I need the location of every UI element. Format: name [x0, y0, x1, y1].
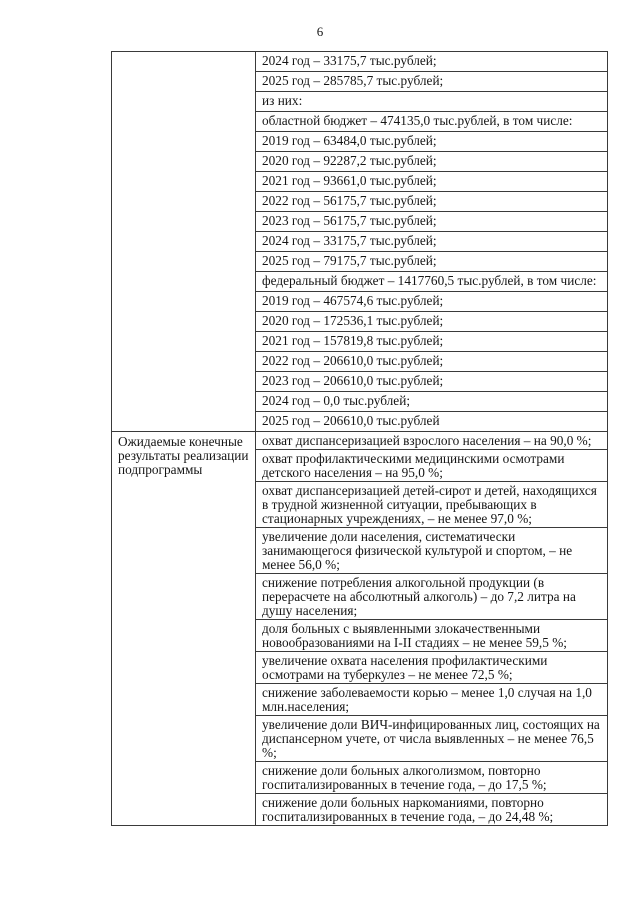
result-item: снижение доли больных алкоголизмом, повторно госпитализированных в течение года, – до 17,5 %;: [256, 762, 607, 794]
result-item: охват профилактическими медицинскими осмотрами детского населения – на 95,0 %;: [256, 450, 607, 482]
program-passport-table: [111, 51, 608, 826]
results-label: Ожидаемые конечные результаты реализации подпрограммы: [118, 434, 249, 477]
page-number: 6: [316, 24, 324, 39]
funding-line: 2025 год – 79175,7 тыс.рублей;: [256, 252, 607, 272]
funding-line: 2021 год – 157819,8 тыс.рублей;: [256, 332, 607, 352]
result-item: охват диспансеризацией детей-сирот и детей, находящихся в трудной жизненной ситуации, пребывающих в стационарных учреждениях, – не менее 97,0 %;: [256, 482, 607, 528]
funding-line: из них:: [256, 92, 607, 112]
funding-line: 2025 год – 206610,0 тыс.рублей: [262, 413, 440, 428]
funding-label-cell: [112, 52, 256, 432]
funding-row: [112, 52, 608, 432]
result-item: увеличение доли населения, систематически занимающегося физической культурой и спортом, – не менее 56,0 %;: [256, 528, 607, 574]
funding-line: 2020 год – 172536,1 тыс.рублей;: [256, 312, 607, 332]
funding-line: 2025 год – 285785,7 тыс.рублей;: [256, 72, 607, 92]
funding-line: 2023 год – 56175,7 тыс.рублей;: [256, 212, 607, 232]
result-item: увеличение охвата населения профилактическими осмотрами на туберкулез – не менее 72,5 %;: [256, 652, 607, 684]
result-item: увеличение доли ВИЧ-инфицированных лиц, состоящих на диспансерном учете, от числа выявленных – не менее 76,5 %;: [256, 716, 607, 762]
result-item: снижение доли больных наркоманиями, повторно госпитализированных в течение года, – до 24,48 %;: [262, 795, 554, 824]
funding-line: 2024 год – 33175,7 тыс.рублей;: [256, 232, 607, 252]
result-item: снижение потребления алкогольной продукции (в перерасчете на абсолютный алкоголь) – до 7,2 литра на душу населения;: [256, 574, 607, 620]
funding-line: 2024 год – 0,0 тыс.рублей;: [256, 392, 607, 412]
results-label-cell: [112, 432, 256, 826]
funding-line: федеральный бюджет – 1417760,5 тыс.рублей, в том числе:: [256, 272, 607, 292]
funding-line: 2023 год – 206610,0 тыс.рублей;: [256, 372, 607, 392]
funding-list: [256, 52, 607, 431]
funding-line: 2019 год – 63484,0 тыс.рублей;: [256, 132, 607, 152]
result-item: охват диспансеризацией взрослого населения – на 90,0 %;: [256, 432, 607, 450]
funding-line: 2022 год – 56175,7 тыс.рублей;: [256, 192, 607, 212]
result-item: снижение заболеваемости корью – менее 1,0 случая на 1,0 млн.населения;: [256, 684, 607, 716]
funding-line: 2019 год – 467574,6 тыс.рублей;: [256, 292, 607, 312]
result-item: доля больных с выявленными злокачественными новообразованиями на I-II стадиях – не менее 59,5 %;: [256, 620, 607, 652]
funding-line: 2020 год – 92287,2 тыс.рублей;: [256, 152, 607, 172]
funding-line: областной бюджет – 474135,0 тыс.рублей, в том числе:: [256, 112, 607, 132]
results-values-cell: [256, 432, 608, 826]
funding-line: 2022 год – 206610,0 тыс.рублей;: [256, 352, 607, 372]
funding-values-cell: [256, 52, 608, 432]
results-row: [112, 432, 608, 826]
funding-line: 2021 год – 93661,0 тыс.рублей;: [256, 172, 607, 192]
funding-line: 2024 год – 33175,7 тыс.рублей;: [256, 52, 607, 72]
